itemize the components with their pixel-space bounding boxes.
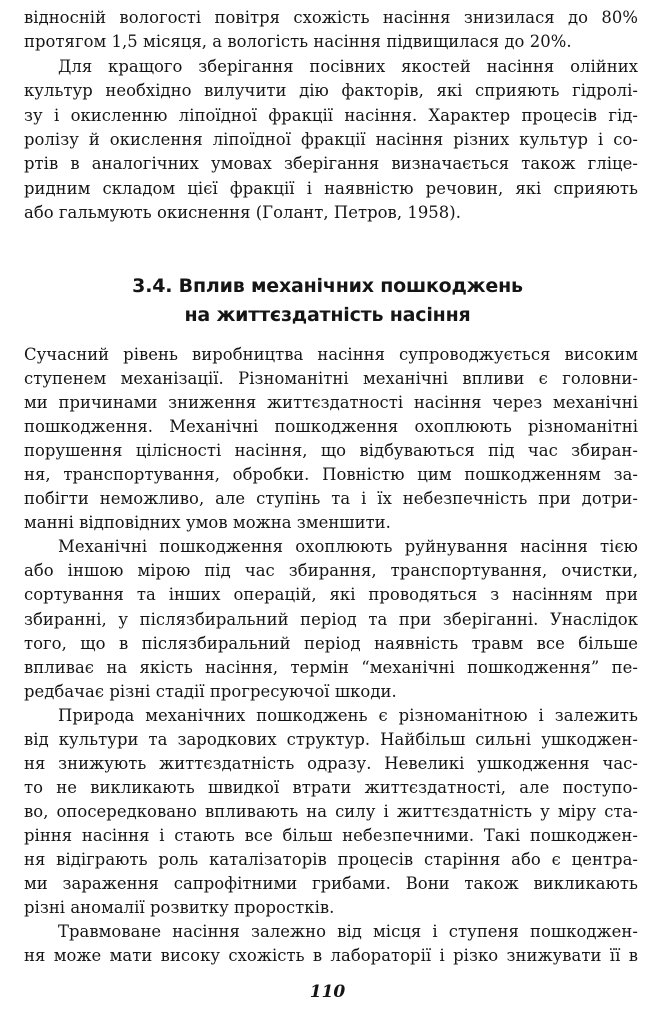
text-line: протягом 1,5 місяця, а вологість насіння підвищилася до 20%.	[24, 32, 572, 52]
text-line: від культури та зародкових структур. Найбільш сильні ушкоджен-	[24, 729, 638, 749]
text-line: то не викликають швидкої втрати життєздатності, але поступо-	[24, 777, 638, 797]
text-line: культур необхідно вилучити дію факторів, які сприяють гідролі-	[24, 81, 638, 101]
top-text-block	[24, 6, 638, 226]
text-line: Механічні пошкодження охоплюють руйнування насіння тією	[58, 537, 638, 557]
paragraph	[24, 343, 638, 535]
text-line: редбачає різні стадії прогресуючої шкоди.	[24, 681, 397, 701]
text-line: Сучасний рівень виробництва насіння супроводжується високим	[24, 345, 638, 364]
text-line: пошкодження. Механічні пошкодження охоплюють різноманітні	[24, 417, 638, 437]
text-line: ролізу й окислення ліпоїдної фракції насіння різних культур і со-	[24, 129, 638, 149]
text-line: або гальмують окиснення (Голант, Петров, 1958).	[24, 203, 461, 223]
text-line: або іншою мірою під час збирання, транспортування, очистки,	[24, 561, 638, 581]
section-heading-line-1: 3.4. Вплив механічних пошкоджень	[132, 275, 523, 297]
text-line: зу і окисленню ліпоїдної фракції насіння. Характер процесів гід-	[24, 105, 638, 125]
text-line: во, опосередковано впливають на силу і життєздатність у міру ста-	[24, 801, 638, 821]
paragraph	[24, 920, 638, 968]
text-line: ми зараження сапрофітними грибами. Вони також викликають	[24, 874, 638, 894]
text-line: ступенем механізації. Різноманітні механічні впливи є головни-	[24, 369, 638, 389]
paragraph	[24, 704, 638, 920]
text-line: ня може мати високу схожість в лабораторії і різко знижувати її в	[24, 946, 638, 966]
text-line: ртів в аналогічних умовах зберігання визначається також гліце-	[24, 154, 638, 174]
text-line: Природа механічних пошкоджень є різноманітною і залежить	[58, 705, 638, 725]
text-line: впливає на якість насіння, термін “механічні пошкодження” пе-	[24, 657, 638, 677]
section-heading	[0, 272, 655, 330]
text-line: сортування та інших операцій, які проводяться з насінням при	[24, 585, 638, 605]
text-line: ня відіграють роль каталізаторів процесів старіння або є центра-	[24, 849, 638, 869]
text-line: різні аномалії розвитку проростків.	[24, 898, 335, 918]
section-heading-line-2: на життєздатність насіння	[184, 304, 471, 326]
text-line: ми причинами зниження життєздатності насіння через механічні	[24, 393, 638, 413]
paragraph	[24, 6, 638, 55]
paragraph	[24, 55, 638, 226]
text-line: ня знижують життєздатність одразу. Невеликі ушкодження час-	[24, 753, 638, 773]
page-number: 110	[309, 982, 346, 1002]
text-line: ридним складом цієї фракції і наявністю речовин, які сприяють	[24, 178, 638, 198]
text-line: Для кращого зберігання посівних якостей насіння олійних	[58, 56, 638, 76]
text-line: манні відповідних умов можна зменшити.	[24, 513, 391, 533]
paragraph	[24, 535, 638, 703]
text-line: Травмоване насіння залежно від місця і ступеня пошкоджен-	[58, 922, 638, 942]
text-line: збиранні, у післязбиральний період та при зберіганні. Унаслідок	[24, 609, 638, 629]
text-line: порушення цілісності насіння, що відбуваються під час збиран-	[24, 441, 638, 461]
text-line: ня, транспортування, обробки. Повністю цим пошкодженням за-	[24, 465, 638, 485]
text-line: відносній вологості повітря схожість насіння знизилася до 80%	[24, 8, 638, 27]
text-line: ріння насіння і стають все більш небезпечними. Такі пошкоджен-	[24, 825, 638, 845]
main-text-block	[24, 343, 638, 968]
text-line: побігти неможливо, але ступінь та і їх небезпечність при дотри-	[24, 489, 638, 509]
text-line: того, що в післязбиральний період наявність травм все більше	[24, 633, 638, 653]
